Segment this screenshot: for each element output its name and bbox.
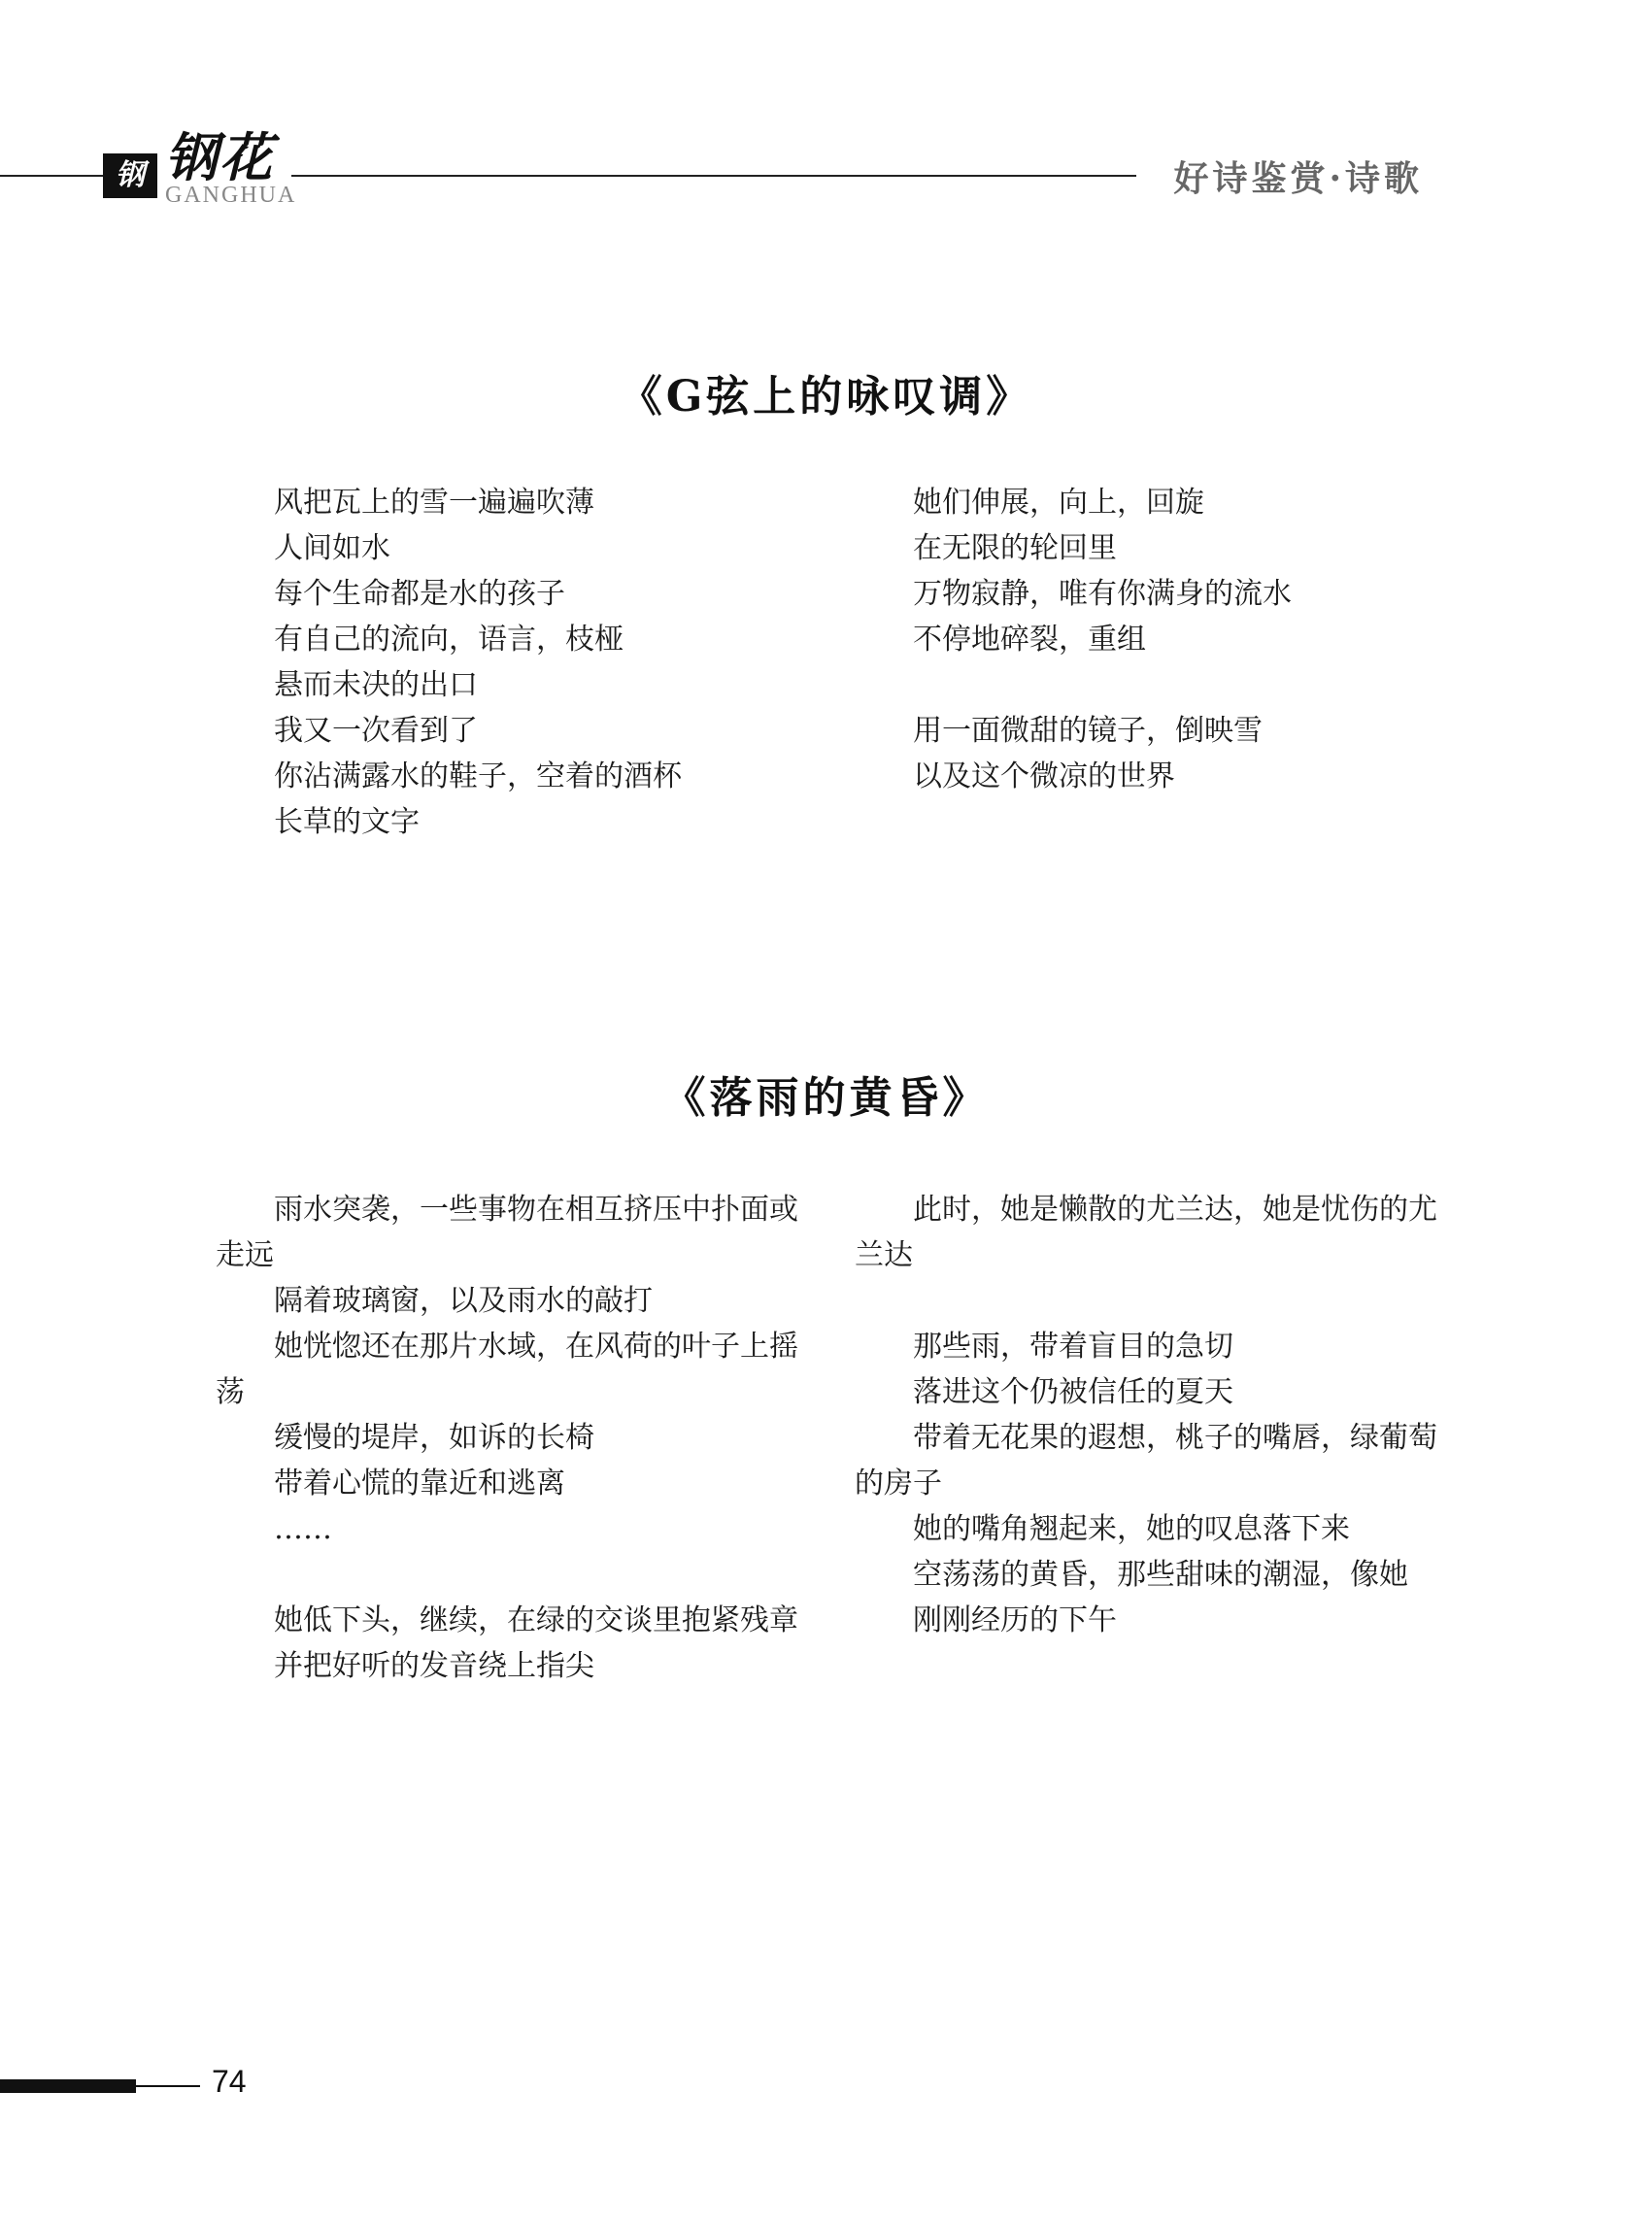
poem-line: 风把瓦上的雪一遍遍吹薄 [274, 486, 594, 520]
poem-line: 有自己的流向，语言，枝桠 [274, 623, 624, 657]
poem-line: 她低下头，继续，在绿的交谈里抱紧残章 [274, 1603, 798, 1637]
poem-line: 在无限的轮回里 [913, 531, 1117, 565]
poem-line: 她们伸展，向上，回旋 [913, 486, 1204, 520]
poem-line: 缓慢的堤岸，如诉的长椅 [274, 1421, 594, 1455]
footer-bar-thick [0, 2079, 136, 2093]
poem-line: 以及这个微凉的世界 [913, 759, 1175, 793]
poem-line-continuation: 走远 [216, 1238, 274, 1272]
poem-line: 隔着玻璃窗，以及雨水的敲打 [274, 1284, 653, 1318]
poem-line: 落进这个仍被信任的夏天 [913, 1375, 1233, 1409]
logo-box: 钢花 [103, 153, 157, 198]
stanza-break [855, 662, 1292, 708]
page-number: 74 [212, 2064, 247, 2099]
poem-line: 她恍惚还在那片水域，在风荷的叶子上摇 [274, 1330, 798, 1364]
poem1-left-column [216, 480, 682, 845]
poem-line: 带着无花果的遐想，桃子的嘴唇，绿葡萄 [913, 1421, 1437, 1455]
poem-line: 那些雨，带着盲目的急切 [913, 1330, 1233, 1364]
poem-line-continuation: 的房子 [855, 1467, 942, 1501]
poem-line: 此时，她是懒散的尤兰达，她是忧伤的尤 [913, 1193, 1437, 1227]
stanza-break [216, 1552, 798, 1598]
poem-line: 万物寂静，唯有你满身的流水 [913, 577, 1292, 611]
poem-line: 带着心慌的靠近和逃离 [274, 1467, 565, 1501]
poem-line-continuation: 兰达 [855, 1238, 913, 1272]
poem2-title: 《落雨的黄昏》 [662, 1073, 990, 1123]
header-rule-left [0, 175, 103, 177]
poem-line: 悬而未决的出口 [274, 668, 478, 702]
poem2-left-column [216, 1187, 798, 1689]
poem-line: 并把好听的发音绕上指尖 [274, 1649, 594, 1683]
poem1-right-column [855, 480, 1292, 799]
footer-bar-thin [136, 2085, 200, 2087]
poem-line: 每个生命都是水的孩子 [274, 577, 565, 611]
poem-line: 雨水突袭，一些事物在相互挤压中扑面或 [274, 1193, 798, 1227]
section-title: 好诗鉴赏·诗歌 [1173, 158, 1423, 199]
poem-line: 空荡荡的黄昏，那些甜味的潮湿，像她 [913, 1558, 1408, 1592]
poem-line: 不停地碎裂，重组 [913, 623, 1146, 657]
poem-line-continuation: 荡 [216, 1375, 245, 1409]
poem-line: 你沾满露水的鞋子，空着的酒杯 [274, 759, 682, 793]
poem-line: 我又一次看到了 [274, 714, 478, 748]
logo-english: GANGHUA [165, 183, 297, 208]
stanza-break [855, 1278, 1437, 1324]
poem1-title: 《G弦上的咏叹调》 [619, 372, 1033, 422]
poem-line: …… [274, 1512, 332, 1546]
poem-line: 人间如水 [274, 531, 390, 565]
poem-line: 她的嘴角翘起来，她的叹息落下来 [913, 1512, 1350, 1546]
poem-line: 长草的文字 [274, 805, 420, 839]
poem2-right-column [855, 1187, 1437, 1643]
logo-chinese: 钢花 [165, 126, 274, 188]
header-rule-right [291, 175, 1136, 177]
poem-line: 用一面微甜的镜子，倒映雪 [913, 714, 1263, 748]
poem-line: 刚刚经历的下午 [913, 1603, 1117, 1637]
